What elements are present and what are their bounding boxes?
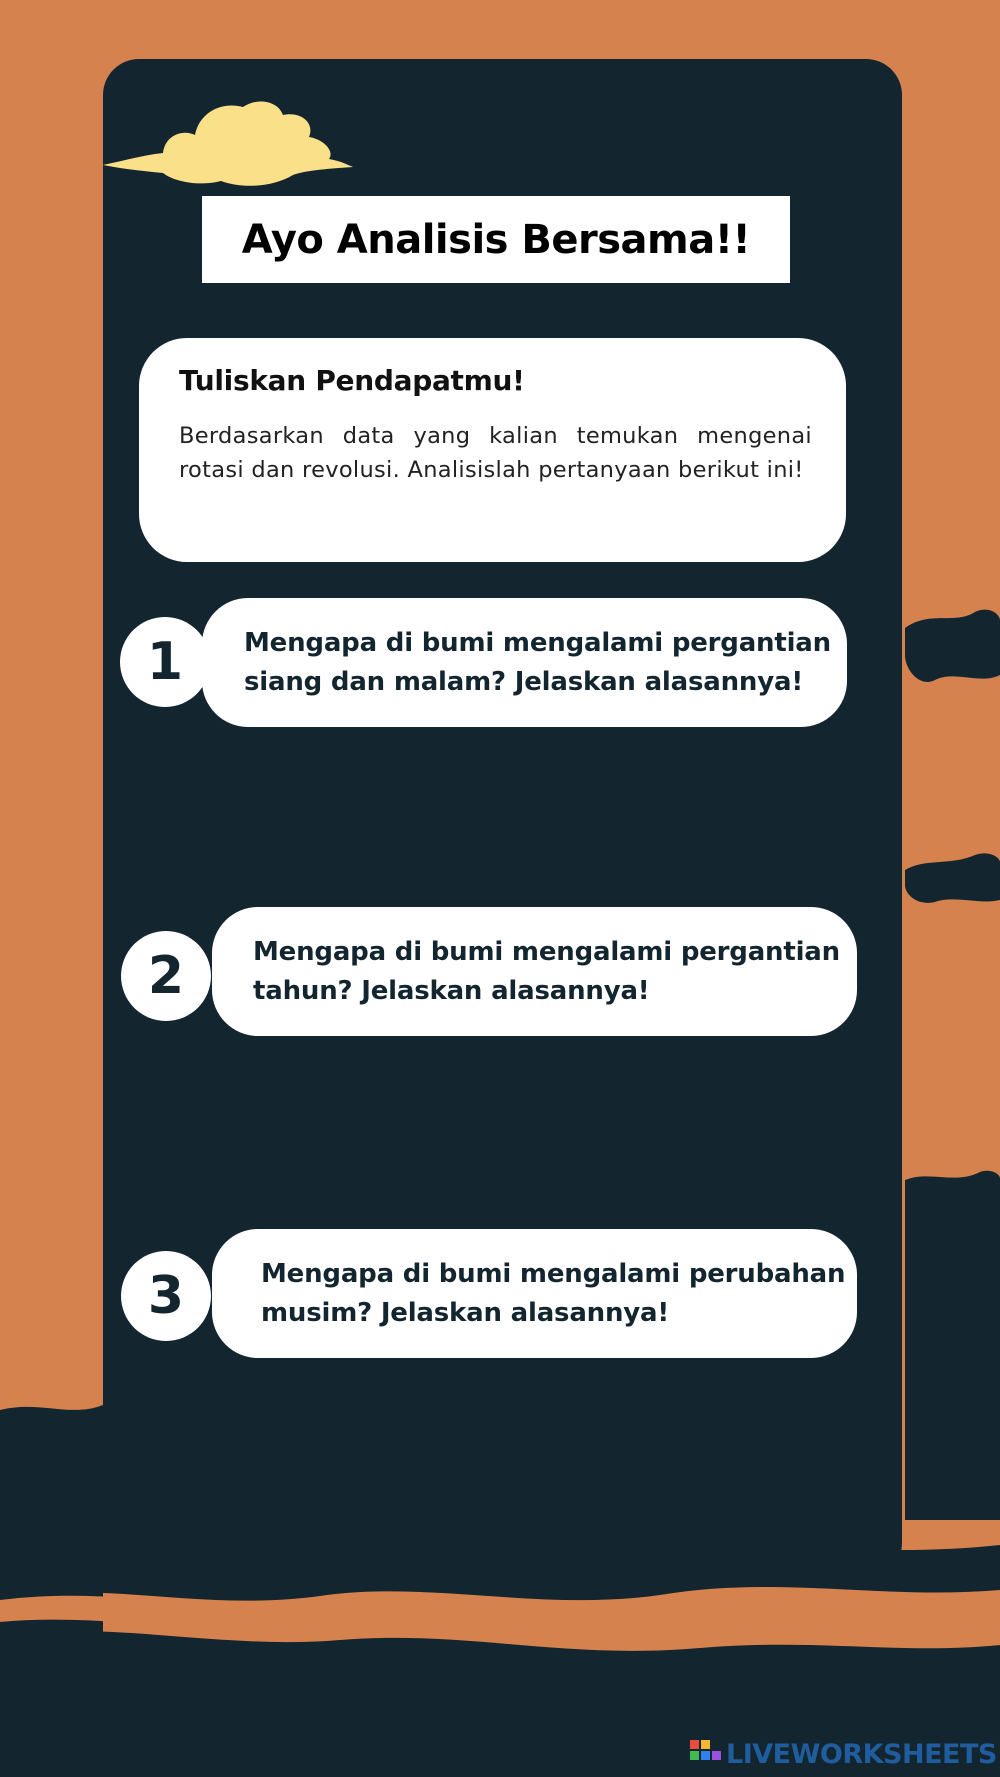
question-card-3 xyxy=(212,1229,857,1358)
liveworksheets-logo[interactable] xyxy=(690,1736,997,1772)
question-text-1: Mengapa di bumi mengalami pergantian siang dan malam? Jelaskan alasannya! xyxy=(244,627,831,697)
question-card-2 xyxy=(212,907,857,1036)
question-number-2: 2 xyxy=(121,931,211,1021)
question-number-3: 3 xyxy=(121,1251,211,1341)
logo-blocks-icon xyxy=(690,1740,722,1768)
question-card-1 xyxy=(202,598,847,727)
title-banner xyxy=(202,196,790,283)
logo-text: LIVEWORKSHEETS xyxy=(726,1738,997,1770)
page-title: Ayo Analisis Bersama!! xyxy=(241,216,751,263)
intro-heading: Tuliskan Pendapatmu! xyxy=(179,364,525,397)
question-text-3: Mengapa di bumi mengalami perubahan musim? Jelaskan alasannya! xyxy=(261,1258,846,1328)
intro-card xyxy=(139,338,846,562)
intro-body: Berdasarkan data yang kalian temukan mengenai rotasi dan revolusi. Analisislah pertanyaan berikut ini! xyxy=(179,423,812,483)
cloud-icon xyxy=(103,95,353,190)
question-number-1: 1 xyxy=(120,617,210,707)
question-text-2: Mengapa di bumi mengalami pergantian tahun? Jelaskan alasannya! xyxy=(253,936,840,1006)
